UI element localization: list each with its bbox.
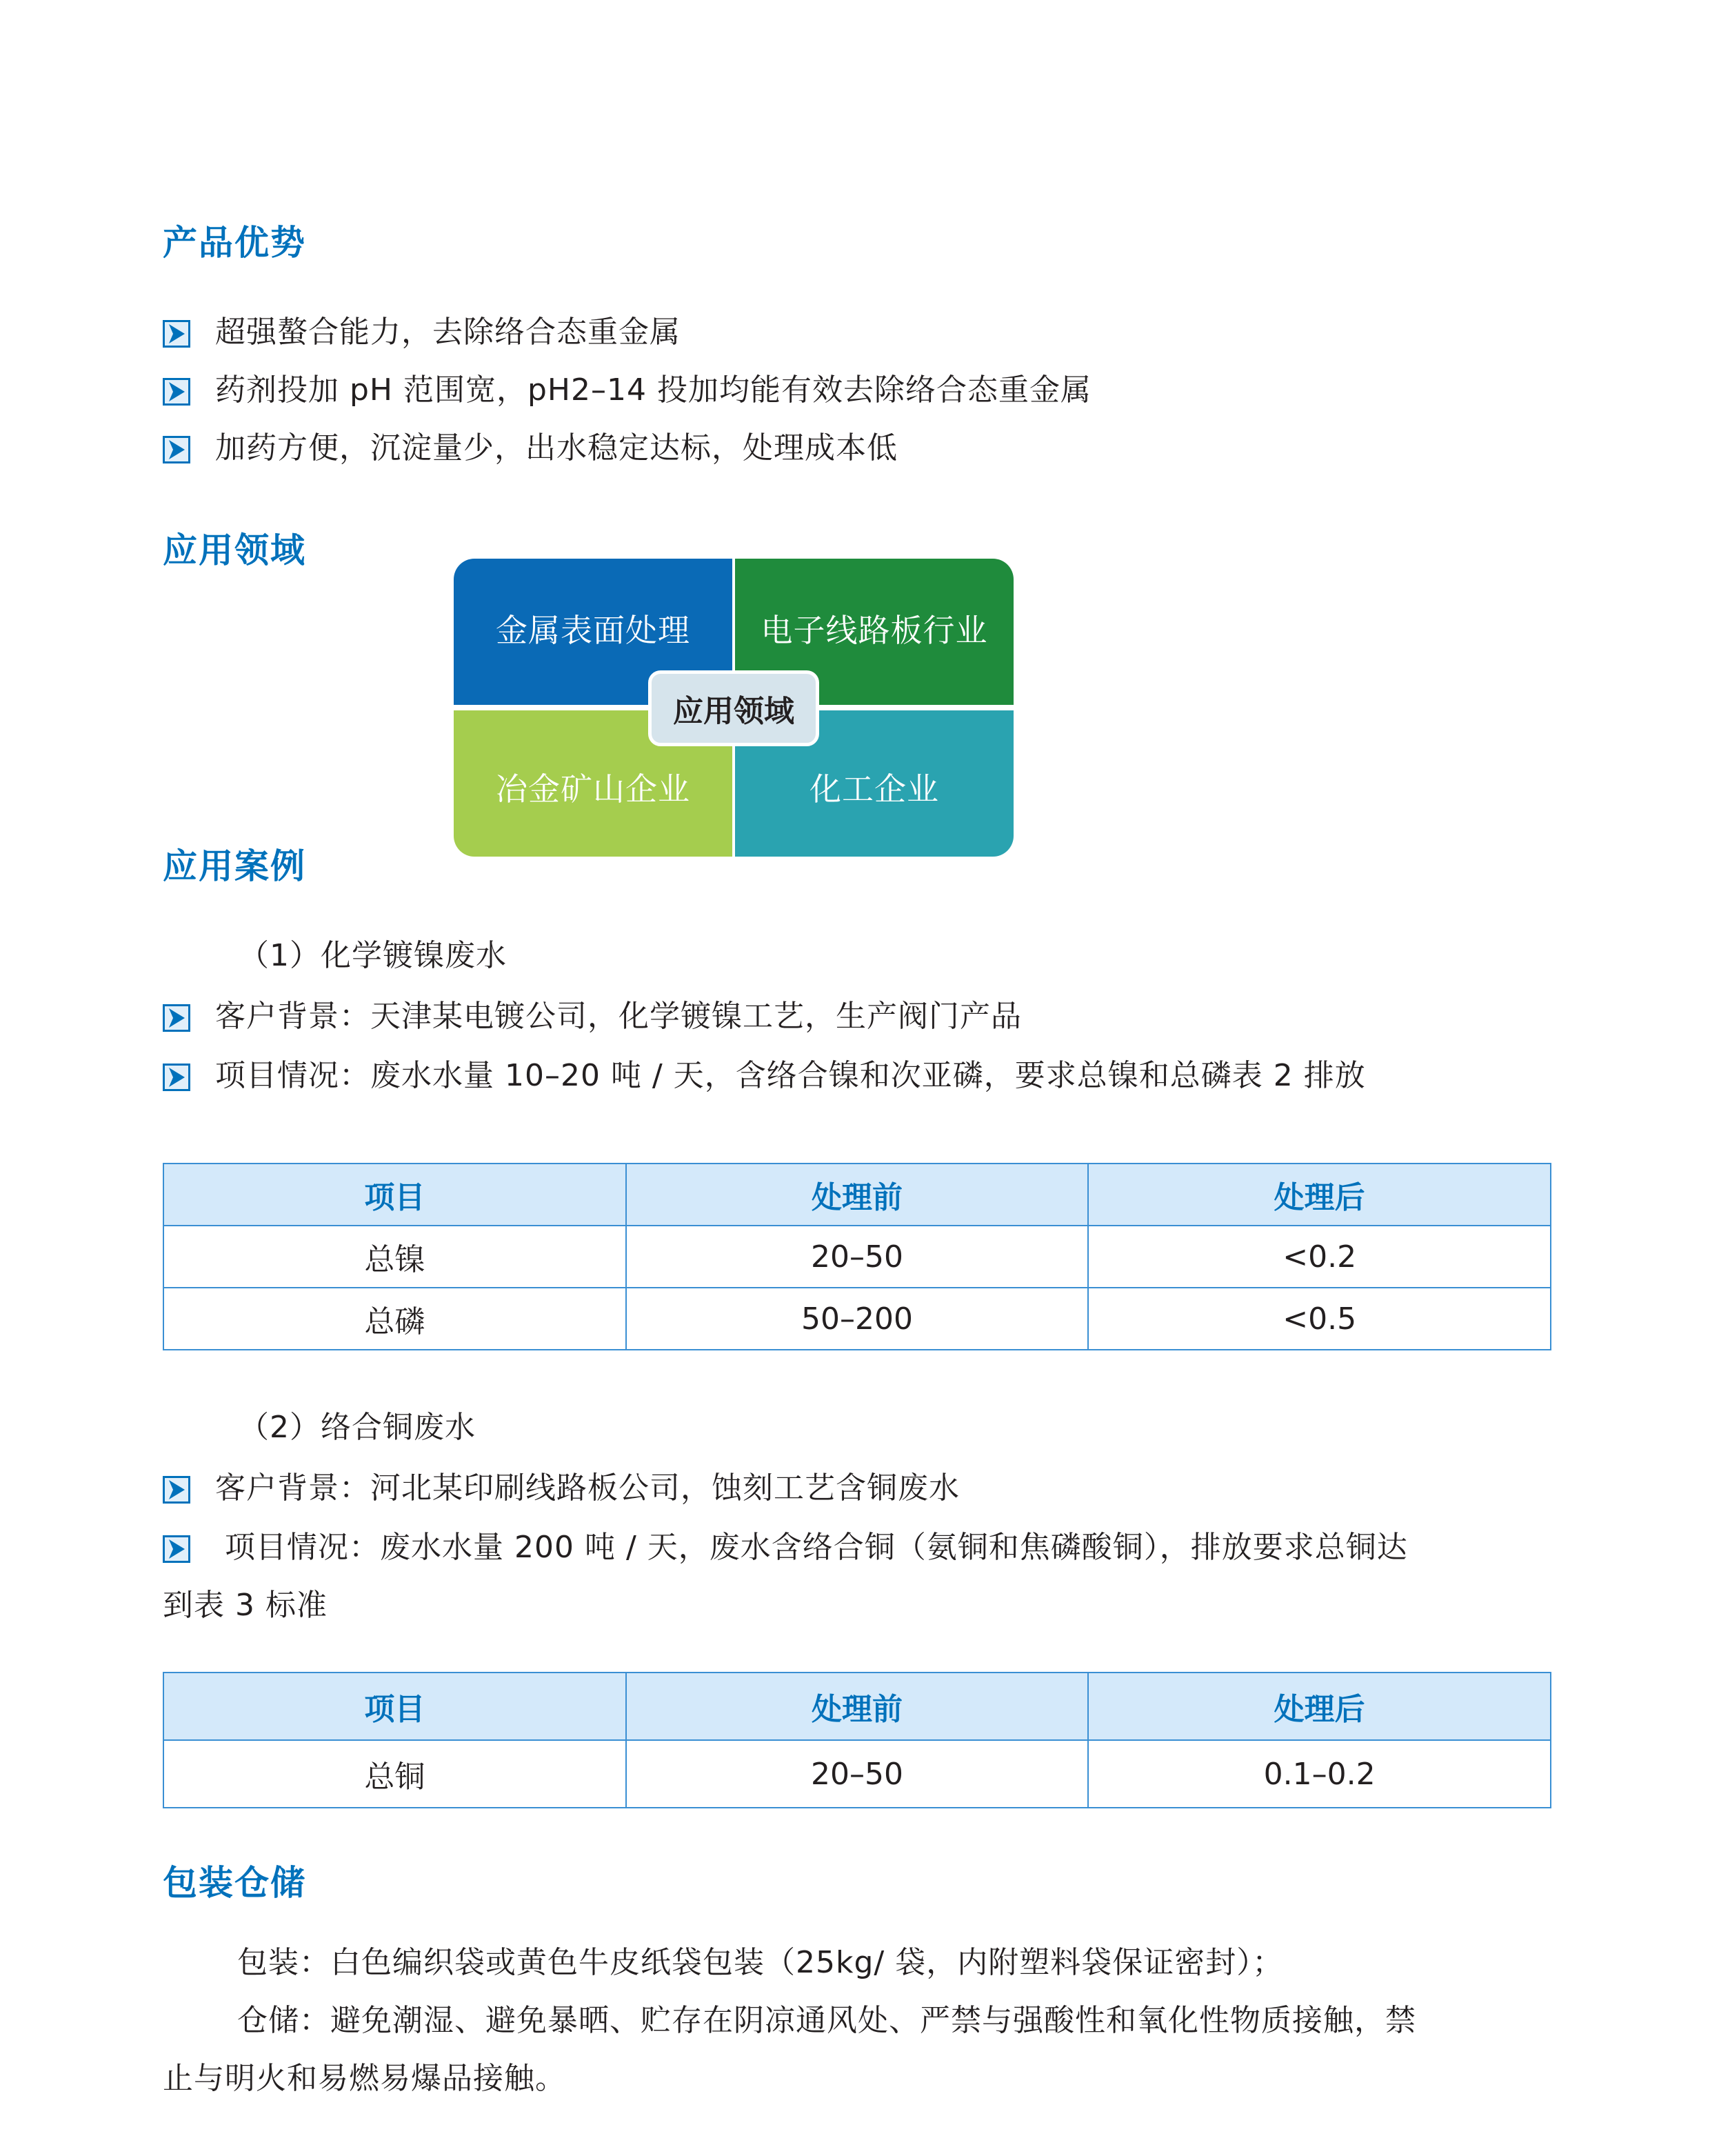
column-header-after: 处理后 bbox=[1088, 1164, 1551, 1226]
section-heading-advantages: 产品优势 bbox=[163, 223, 306, 263]
quadrant-metal-surface: 金属表面处理 bbox=[454, 559, 732, 705]
quadrant-center-label: 应用领域 bbox=[648, 670, 819, 746]
table-cell: 0.1–0.2 bbox=[1088, 1740, 1551, 1808]
case1-results-table bbox=[163, 1163, 1551, 1350]
case1-situation: 项目情况：废水水量 10–20 吨 / 天，含络合镍和次亚磷，要求总镍和总磷表 2 排放 bbox=[163, 1055, 1547, 1097]
table-cell: 总铜 bbox=[163, 1740, 626, 1808]
advantage-item: 药剂投加 pH 范围宽，pH2–14 投加均能有效去除络合态重金属 bbox=[163, 370, 1547, 411]
column-header-after: 处理后 bbox=[1088, 1673, 1551, 1740]
quadrant-metallurgy-mining: 冶金矿山企业 bbox=[454, 710, 732, 857]
arrow-bullet-icon bbox=[163, 1004, 190, 1032]
case2-background: 客户背景：河北某印刷线路板公司，蚀刻工艺含铜废水 bbox=[163, 1468, 1547, 1509]
section-heading-packaging: 包装仓储 bbox=[163, 1863, 306, 1903]
table-row bbox=[163, 1740, 1551, 1808]
storage-line-continued: 止与明火和易燃易爆品接触。 bbox=[163, 2061, 566, 2096]
arrow-bullet-icon bbox=[163, 436, 190, 463]
case2-situation: 项目情况：废水水量 200 吨 / 天，废水含络合铜（氨铜和焦磷酸铜），排放要求总铜达 bbox=[163, 1527, 1547, 1568]
storage-line: 仓储：避免潮湿、避免暴晒、贮存在阴凉通风处、严禁与强酸性和氧化性物质接触，禁 bbox=[237, 2003, 1416, 2038]
table-header-row bbox=[163, 1164, 1551, 1226]
table-cell: 总磷 bbox=[163, 1288, 626, 1350]
arrow-bullet-icon bbox=[163, 1064, 190, 1091]
section-heading-cases: 应用案例 bbox=[163, 846, 306, 886]
case2-results-table bbox=[163, 1672, 1551, 1808]
arrow-bullet-icon bbox=[163, 378, 190, 406]
table-cell: 20–50 bbox=[626, 1226, 1089, 1288]
column-header-item: 项目 bbox=[163, 1673, 626, 1740]
case1-background: 客户背景：天津某电镀公司，化学镀镍工艺，生产阀门产品 bbox=[163, 996, 1547, 1037]
case2-situation-continued: 到表 3 标准 bbox=[163, 1588, 328, 1623]
table-cell: 20–50 bbox=[626, 1740, 1089, 1808]
table-row bbox=[163, 1226, 1551, 1288]
column-header-before: 处理前 bbox=[626, 1164, 1089, 1226]
advantage-item: 超强螯合能力，去除络合态重金属 bbox=[163, 312, 1547, 353]
case1-title: （1）化学镀镍废水 bbox=[239, 938, 507, 973]
quadrant-chemical: 化工企业 bbox=[735, 710, 1014, 857]
packaging-line: 包装：白色编织袋或黄色牛皮纸袋包装（25kg/ 袋，内附塑料袋保证密封）； bbox=[237, 1945, 1284, 1980]
table-cell: 总镍 bbox=[163, 1226, 626, 1288]
advantage-item: 加药方便，沉淀量少，出水稳定达标，处理成本低 bbox=[163, 428, 1547, 469]
column-header-before: 处理前 bbox=[626, 1673, 1089, 1740]
case2-title: （2）络合铜废水 bbox=[239, 1410, 476, 1445]
table-cell: 50–200 bbox=[626, 1288, 1089, 1350]
section-heading-applications: 应用领域 bbox=[163, 530, 306, 570]
table-header-row bbox=[163, 1673, 1551, 1740]
arrow-bullet-icon bbox=[163, 320, 190, 348]
column-header-item: 项目 bbox=[163, 1164, 626, 1226]
arrow-bullet-icon bbox=[163, 1476, 190, 1504]
table-cell: <0.2 bbox=[1088, 1226, 1551, 1288]
arrow-bullet-icon bbox=[163, 1535, 190, 1563]
table-row bbox=[163, 1288, 1551, 1350]
quadrant-electronics-pcb: 电子线路板行业 bbox=[735, 559, 1014, 705]
table-cell: <0.5 bbox=[1088, 1288, 1551, 1350]
